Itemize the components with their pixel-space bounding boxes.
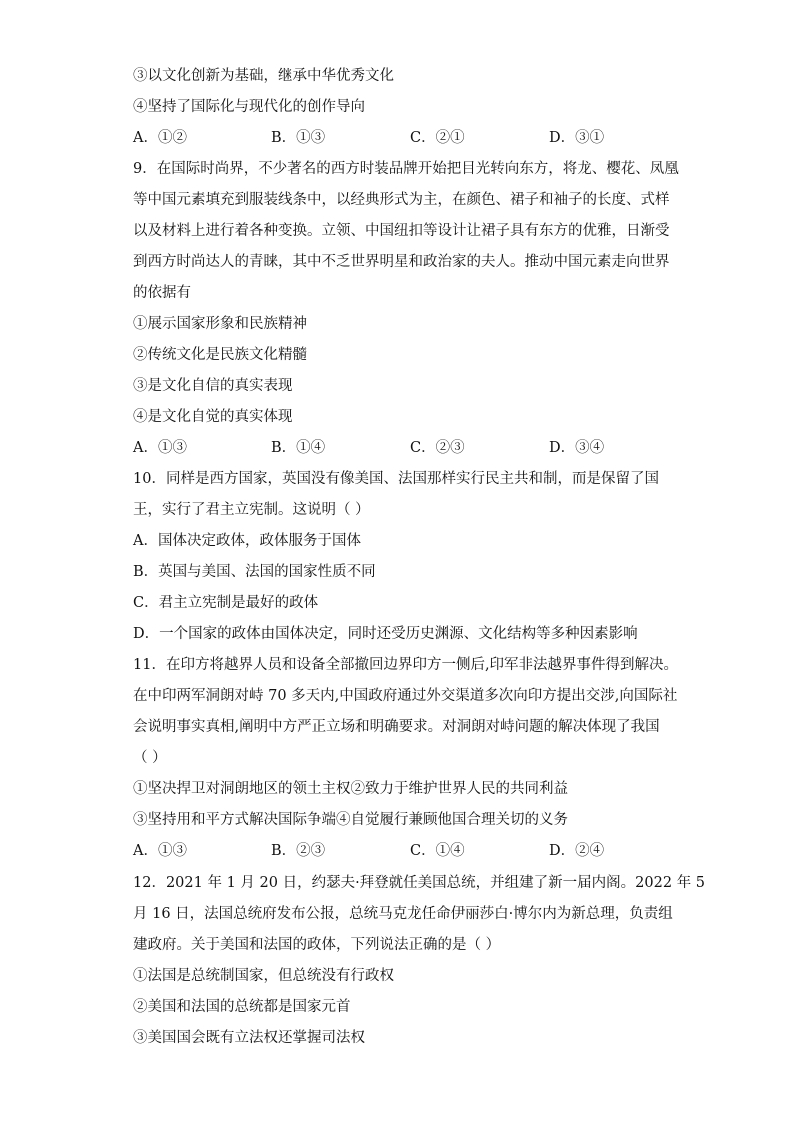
q12-item-3: ③美国国会既有立法权还掌握司法权 bbox=[133, 1030, 365, 1046]
q11-stem-line-1: 11．在印方将越界人员和设备全部撤回边界印方一侧后,印军非法越界事件得到解决。 bbox=[133, 657, 679, 673]
q9-option-c: C．②③ bbox=[410, 440, 465, 456]
q11-option-d: D．②④ bbox=[549, 843, 605, 859]
q11-option-a: A．①③ bbox=[133, 843, 187, 859]
q9-item-4: ④是文化自觉的真实体现 bbox=[133, 409, 293, 425]
q8-item-4: ④坚持了国际化与现代化的创作导向 bbox=[133, 99, 365, 115]
q12-item-1: ①法国是总统制国家，但总统没有行政权 bbox=[133, 968, 394, 984]
q12-stem-line-3: 建政府。关于美国和法国的政体，下列说法正确的是（ ） bbox=[133, 937, 501, 953]
q9-stem-line-3: 以及材料上进行着各种变换。立领、中国纽扣等设计让裙子具有东方的优雅，日渐受 bbox=[133, 223, 670, 239]
q10-choice-d: D．一个国家的政体由国体决定，同时还受历史渊源、文化结构等多种因素影响 bbox=[133, 626, 638, 642]
q9-item-2: ②传统文化是民族文化精髓 bbox=[133, 347, 307, 363]
q11-items-line-2: ③坚持用和平方式解决国际争端④自觉履行兼顾他国合理关切的义务 bbox=[133, 812, 568, 828]
q10-choice-b: B．英国与美国、法国的国家性质不同 bbox=[133, 564, 376, 580]
q9-stem-line-2: 等中国元素填充到服装线条中，以经典形式为主，在颜色、裙子和袖子的长度、式样 bbox=[133, 192, 670, 208]
q12-item-2: ②美国和法国的总统都是国家元首 bbox=[133, 999, 351, 1015]
q9-option-a: A．①③ bbox=[133, 440, 187, 456]
q10-choice-a: A．国体决定政体，政体服务于国体 bbox=[133, 533, 361, 549]
q9-item-1: ①展示国家形象和民族精神 bbox=[133, 316, 307, 332]
q11-stem-line-3: 会说明事实真相,阐明中方严正立场和明确要求。对洞朗对峙问题的解决体现了我国 bbox=[133, 719, 660, 735]
q8-option-b: B．①③ bbox=[271, 130, 326, 146]
q11-items-line-1: ①坚决捍卫对洞朗地区的领土主权②致力于维护世界人民的共同利益 bbox=[133, 781, 568, 797]
q9-stem-line-1: 9．在国际时尚界，不少著名的西方时装品牌开始把目光转向东方，将龙、樱花、凤凰 bbox=[133, 161, 679, 177]
q9-stem-line-4: 到西方时尚达人的青睐，其中不乏世界明星和政治家的夫人。推动中国元素走向世界 bbox=[133, 254, 670, 270]
q11-option-c: C．①④ bbox=[410, 843, 465, 859]
q9-option-d: D．③④ bbox=[549, 440, 605, 456]
q8-option-a: A．①② bbox=[133, 130, 187, 146]
q12-stem-line-2: 月 16 日，法国总统府发布公报，总统马克龙任命伊丽莎白·博尔内为新总理，负责组 bbox=[133, 906, 673, 922]
q10-choice-c: C．君主立宪制是最好的政体 bbox=[133, 595, 319, 611]
q11-stem-line-4: （ ） bbox=[133, 750, 167, 766]
q11-stem-line-2: 在中印两军洞朗对峙 70 多天内,中国政府通过外交渠道多次向印方提出交涉,向国际社 bbox=[133, 688, 678, 704]
q8-option-c: C．②① bbox=[410, 130, 465, 146]
q9-option-b: B．①④ bbox=[271, 440, 326, 456]
q8-item-3: ③以文化创新为基础，继承中华优秀文化 bbox=[133, 68, 394, 84]
q11-option-b: B．②③ bbox=[271, 843, 326, 859]
q9-item-3: ③是文化自信的真实表现 bbox=[133, 378, 293, 394]
q12-stem-line-1: 12．2021 年 1 月 20 日，约瑟夫·拜登就任美国总统，并组建了新一届内阁。2022 年 5 bbox=[133, 875, 706, 891]
q9-stem-line-5: 的依据有 bbox=[133, 285, 191, 301]
q8-option-d: D．③① bbox=[549, 130, 605, 146]
q10-stem-line-2: 王，实行了君主立宪制。这说明（ ） bbox=[133, 502, 370, 518]
q10-stem-line-1: 10．同样是西方国家，英国没有像美国、法国那样实行民主共和制，而是保留了国 bbox=[133, 471, 659, 487]
